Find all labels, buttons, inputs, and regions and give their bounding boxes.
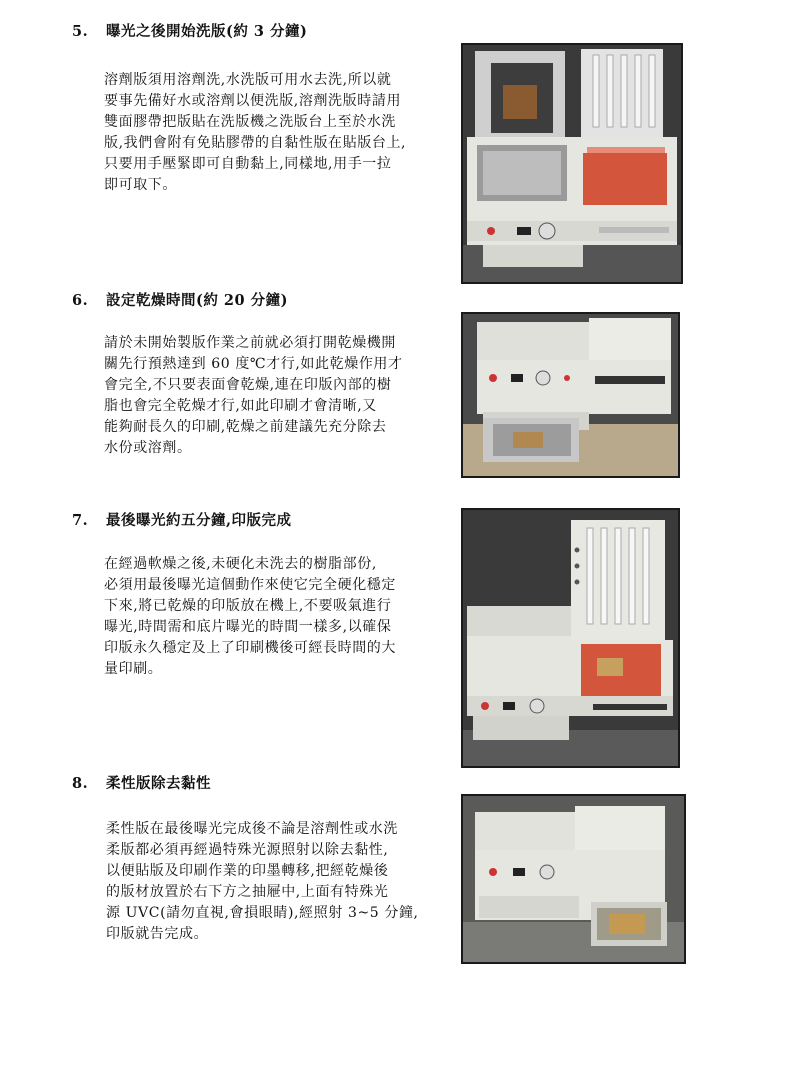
paragraph-line: 在經過軟燥之後,未硬化未洗去的樹脂部份, (104, 556, 377, 572)
section-5-title (72, 20, 307, 41)
section-number: 7. (72, 512, 89, 529)
section-6-title (72, 289, 288, 310)
paragraph-line: 要事先備好水或溶劑以便洗版,溶劑洗版時請用 (104, 93, 402, 109)
section-heading: 最後曝光約五分鐘,印版完成 (106, 512, 292, 529)
section-number: 8. (72, 775, 89, 792)
paragraph-line: 脂也會完全乾燥才行,如此印刷才會清晰,又 (104, 398, 377, 414)
paragraph-line: 量印刷。 (104, 661, 163, 677)
paragraph-line: 柔版都必須再經過特殊光源照射以除去黏性, (106, 842, 389, 858)
paragraph-line: 源 UVC(請勿直視,會損眼睛),經照射 3~5 分鐘, (106, 905, 419, 921)
uvc-drawer-photo-icon (461, 794, 686, 964)
paragraph-line: 能夠耐長久的印刷,乾燥之前建議先充分除去 (104, 419, 387, 435)
paragraph-line: 只要用手壓緊即可自動黏上,同樣地,用手一拉 (104, 156, 392, 172)
section-heading: 柔性版除去黏性 (106, 775, 211, 792)
paragraph-line: 請於未開始製版作業之前就必須打開乾燥機開 (104, 335, 396, 351)
paragraph-line: 版,我們會附有免貼膠帶的自黏性版在貼版台上, (104, 135, 407, 151)
washout-unit-photo-icon (461, 43, 683, 284)
paragraph-line: 印版就告完成。 (106, 926, 209, 942)
section-8-paragraph (106, 819, 419, 945)
paragraph-line: 柔性版在最後曝光完成後不論是溶劑性或水洗 (106, 821, 398, 837)
section-number: 6. (72, 292, 89, 309)
paragraph-line: 下來,將已乾燥的印版放在機上,不要吸氣進行 (104, 598, 392, 614)
section-5-paragraph (104, 70, 406, 196)
paragraph-line: 會完全,不只要表面會乾燥,連在印版內部的樹 (104, 377, 392, 393)
dryer-drawer-photo-icon (461, 312, 680, 478)
paragraph-line: 溶劑版須用溶劑洗,水洗版可用水去洗,所以就 (104, 72, 392, 88)
paragraph-line: 印版永久穩定及上了印刷機後可經長時間的大 (104, 640, 396, 656)
section-7-paragraph (104, 554, 396, 680)
section-number: 5. (72, 23, 89, 40)
paragraph-line: 必須用最後曝光這個動作來使它完全硬化穩定 (104, 577, 396, 593)
section-heading: 曝光之後開始洗版(約 3 分鐘) (106, 23, 308, 40)
paragraph-line: 水份或溶劑。 (104, 440, 192, 456)
paragraph-line: 即可取下。 (104, 177, 177, 193)
paragraph-line: 雙面膠帶把版貼在洗版機之洗版台上至於水洗 (104, 114, 396, 130)
section-8-title (72, 772, 211, 793)
paragraph-line: 曝光,時間需和底片曝光的時間一樣多,以確保 (104, 619, 392, 635)
exposure-unit-photo-icon (461, 508, 680, 768)
paragraph-line: 的版材放置於右下方之抽屜中,上面有特殊光 (106, 884, 389, 900)
paragraph-line: 關先行預熱達到 60 度℃才行,如此乾燥作用才 (104, 356, 403, 372)
section-heading: 設定乾燥時間(約 20 分鐘) (106, 292, 288, 309)
paragraph-line: 以便貼版及印刷作業的印墨轉移,把經乾燥後 (106, 863, 389, 879)
section-7-title (72, 509, 292, 530)
section-6-paragraph (104, 333, 403, 459)
